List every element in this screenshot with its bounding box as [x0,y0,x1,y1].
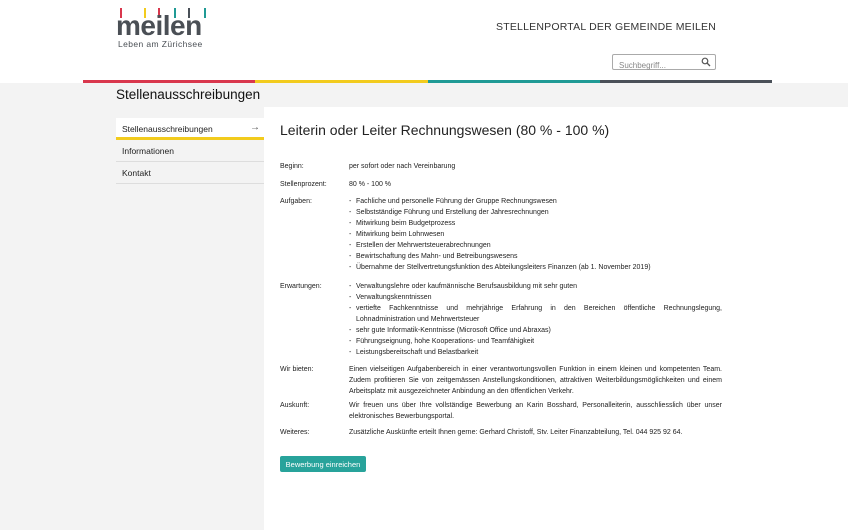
sidebar-item-informationen[interactable] [116,140,264,162]
title-band [0,83,848,107]
list-item: - Führungseignung, hohe Kooperations- und Teamfähigkeit [349,336,722,347]
label-erwartungen: Erwartungen: [280,283,322,290]
list-item: - Leistungsbereitschaft und Belastbarkeit [349,347,722,358]
value-auskunft: Wir freuen uns über Ihre vollständige Bewerbung an Karin Bosshard, Personalleiterin, ausschliesslich über unser elektronisches Bewerbungsportal. [349,402,722,420]
list-item: - Erstellen der Mehrwertsteuerabrechnungen [349,240,722,251]
value-wir-bieten: Einen vielseitigen Aufgabenbereich in einer verantwortungsvollen Funktion in einem kleinen und kompetenten Team. Zudem profitieren Sie von zeitgemässen Anstellungskonditionen, attraktiven Weiterbildungsmöglichkeiten und einem Arbeitsplatz mit ausgezeichneter Anbindung an den öffentlichen Verkehr. [349,366,722,395]
logo-wordmark: meilen [116,10,202,41]
sidebar-item-kontakt[interactable] [116,162,264,184]
list-item: - Mitwirkung beim Budgetprozess [349,218,722,229]
apply-button[interactable]: Bewerbung einreichen [280,456,366,472]
list-item: - Verwaltungskenntnissen [349,292,722,303]
list-item: - Mitwirkung beim Lohnwesen [349,229,722,240]
list-item: - Übernahme der Stellvertretungsfunktion des Abteilungsleiters Finanzen (ab 1. November 2019) [349,262,722,273]
meilen-logo[interactable] [116,6,216,50]
page-title: Stellenausschreibungen [116,87,261,102]
search-input[interactable] [613,59,701,73]
label-stellenprozent: Stellenprozent: [280,181,327,188]
value-stellenprozent: 80 % - 100 % [349,181,392,188]
logo-tagline: Leben am Zürichsee [118,39,203,49]
portal-title: STELLENPORTAL DER GEMEINDE MEILEN [496,21,716,33]
label-weiteres: Weiteres: [280,429,310,436]
list-item: - Fachliche und personelle Führung der Gruppe Rechnungswesen [349,196,722,207]
arrow-right-icon: → [250,122,260,133]
job-title: Leiterin oder Leiter Rechnungswesen (80 % - 100 %) [280,122,610,138]
list-item: - sehr gute Informatik-Kenntnisse (Microsoft Office und Abraxas) [349,325,722,336]
list-item: - Selbstständige Führung und Erstellung der Jahresrechnungen [349,207,722,218]
sidebar-nav [116,118,264,184]
sidebar-item-label: Informationen [122,146,174,156]
search-icon[interactable] [701,57,711,67]
sidebar-item-label: Kontakt [122,168,151,178]
value-beginn: per sofort oder nach Vereinbarung [349,163,456,170]
value-weiteres: Zusätzliche Auskünfte erteilt Ihnen gerne: Gerhard Christoff, Stv. Leiter Finanzabteilung, Tel. 044 925 92 64. [349,429,683,436]
label-aufgaben: Aufgaben: [280,198,312,205]
list-item: - Bewirtschaftung des Mahn- und Betreibungswesens [349,251,722,262]
sidebar-item-stellenausschreibungen[interactable] [116,118,264,140]
sidebar-item-label: Stellenausschreibungen [122,124,213,134]
aufgaben-list [349,196,722,273]
label-auskunft: Auskunft: [280,402,310,409]
list-item: - Verwaltungslehre oder kaufmännische Berufsausbildung mit sehr guten [349,281,722,292]
search-box [612,54,716,70]
label-beginn: Beginn: [280,163,304,170]
label-wir-bieten: Wir bieten: [280,366,314,373]
list-item: - vertiefte Fachkenntnisse und mehrjährige Erfahrung in den Bereichen öffentliche Rechnungslegung, Lohnadministration und Mehrwertsteuer [349,303,722,325]
erwartungen-list [349,281,722,358]
